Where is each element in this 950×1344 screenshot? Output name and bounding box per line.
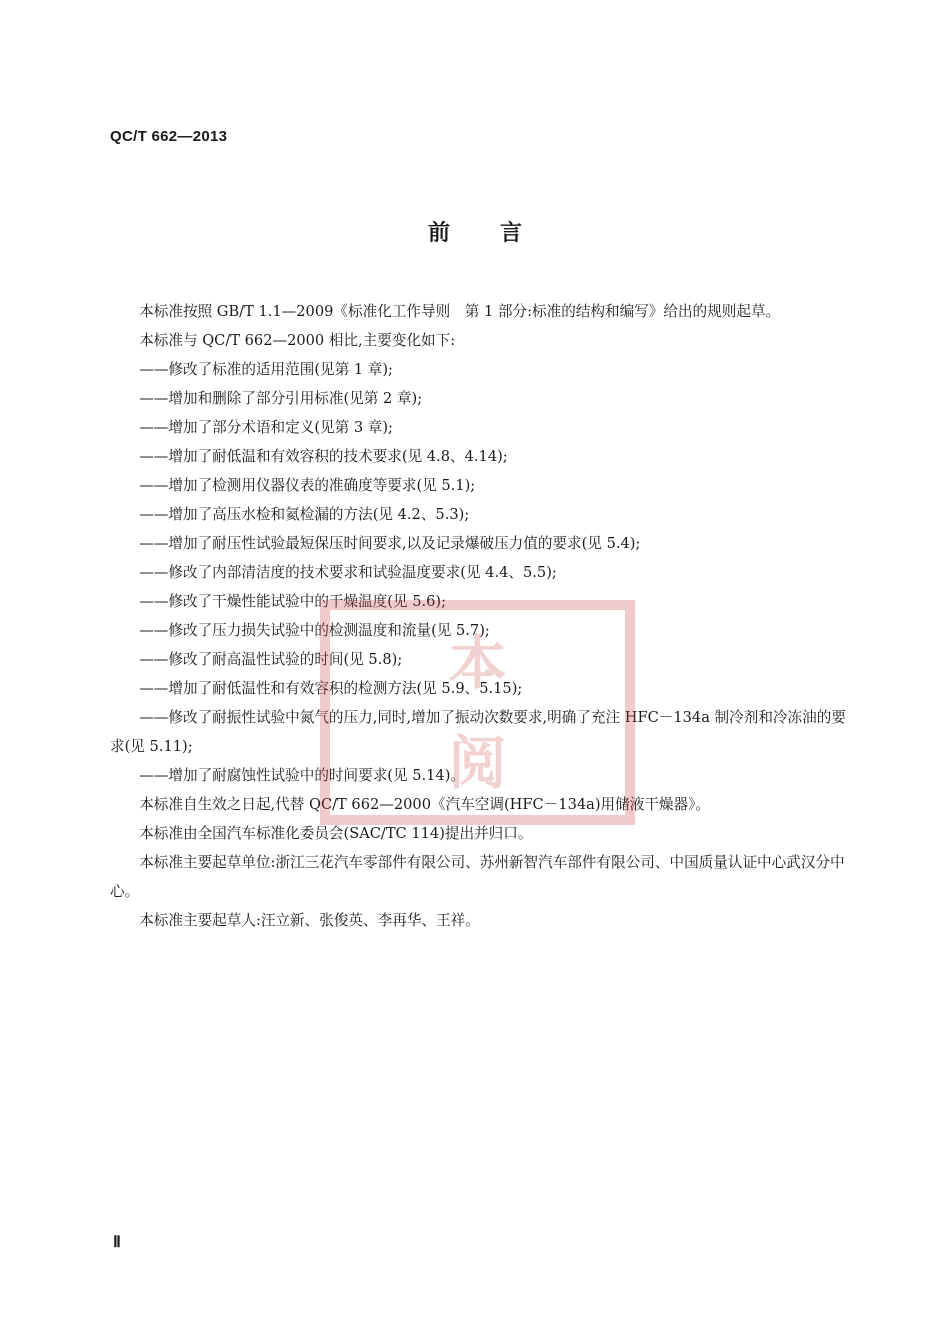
paragraph: 本标准由全国汽车标准化委员会(SAC/TC 114)提出并归口。 [139, 825, 533, 842]
watermark-text-2: 阅 [448, 728, 507, 797]
list-item: ——修改了耐高温性试验的时间(见 5.8); [139, 651, 403, 668]
list-item: ——增加和删除了部分引用标准(见第 2 章); [139, 390, 423, 407]
title-char-2: 言 [500, 221, 523, 246]
page-title [0, 216, 950, 247]
list-item: ——增加了耐腐蚀性试验中的时间要求(见 5.14)。 [139, 767, 465, 784]
list-item: ——修改了耐振性试验中氮气的压力,同时,增加了振动次数要求,明确了充注 HFC－134a 制冷剂和冷冻油的要求(见 5.11); [110, 709, 846, 755]
list-item: ——修改了标准的适用范围(见第 1 章); [139, 361, 393, 378]
list-item: ——增加了耐压性试验最短保压时间要求,以及记录爆破压力值的要求(见 5.4); [139, 535, 641, 552]
list-item: ——增加了检测用仪器仪表的准确度等要求(见 5.1); [139, 477, 476, 494]
standard-code: QC/T 662—2013 [110, 128, 228, 145]
title-char-1: 前 [427, 221, 450, 246]
list-item: ——增加了高压水检和氦检漏的方法(见 4.2、5.3); [139, 506, 470, 523]
paragraph: 本标准按照 GB/T 1.1—2009《标准化工作导则 第 1 部分:标准的结构和编写》给出的规则起草。 [139, 303, 781, 320]
list-item: ——增加了耐低温性和有效容积的检测方法(见 5.9、5.15); [139, 680, 523, 697]
page-number: Ⅱ [113, 1234, 121, 1251]
list-item: ——修改了内部清洁度的技术要求和试验温度要求(见 4.4、5.5); [139, 564, 557, 581]
list-item: ——增加了耐低温和有效容积的技术要求(见 4.8、4.14); [139, 448, 508, 465]
list-item: ——修改了干燥性能试验中的干燥温度(见 5.6); [139, 593, 447, 610]
list-item: ——增加了部分术语和定义(见第 3 章); [139, 419, 393, 436]
paragraph: 本标准与 QC/T 662—2000 相比,主要变化如下: [139, 332, 456, 349]
body-text [110, 297, 858, 935]
paragraph: 本标准主要起草人:汪立新、张俊英、李再华、王祥。 [139, 912, 480, 929]
paragraph: 本标准主要起草单位:浙江三花汽车零部件有限公司、苏州新智汽车部件有限公司、中国质量认证中心武汉分中心。 [110, 854, 845, 900]
watermark-text-1: 本 [448, 628, 507, 697]
paragraph: 本标准自生效之日起,代替 QC/T 662—2000《汽车空调(HFC－134a)用储液干燥器》。 [139, 796, 710, 813]
list-item: ——修改了压力损失试验中的检测温度和流量(见 5.7); [139, 622, 490, 639]
